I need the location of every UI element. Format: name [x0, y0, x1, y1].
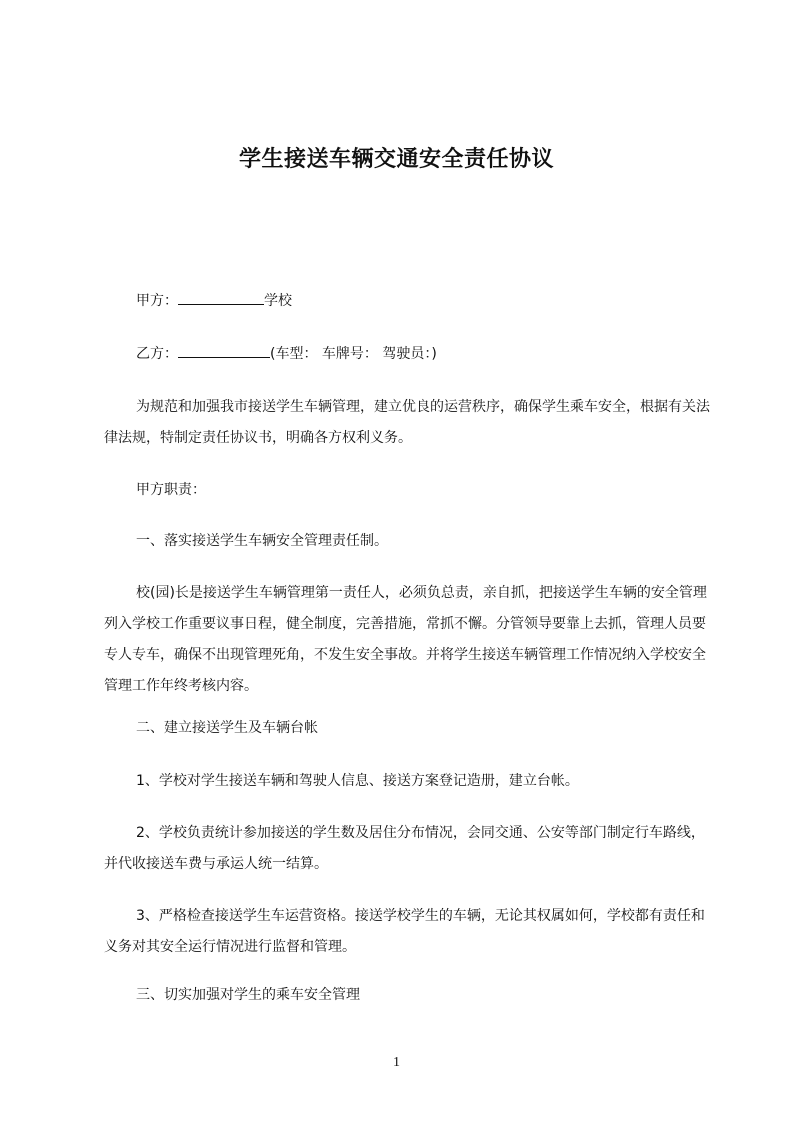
party-a-duties-heading: 甲方职责： [136, 482, 206, 498]
section-2-item-2: 2、学校负责统计参加接送的学生数及居住分布情况，会同交通、公安等部门制定行车路线，并代收接送车费与承运人统一结算。 [104, 825, 705, 872]
section-3-heading: 三、切实加强对学生的乘车安全管理 [136, 987, 360, 1003]
party-b-line [136, 343, 437, 364]
document-title: 学生接送车辆交通安全责任协议 [238, 147, 554, 172]
section-2-item-3: 3、严格检查接送学生车运营资格。接送学校学生的车辆，无论其权属如何，学校都有责任和义务对其安全运行情况进行监督和管理。 [104, 908, 705, 955]
party-a-blank [178, 290, 264, 305]
party-b-suffix: (车型： 车牌号： 驾驶员：) [270, 346, 437, 362]
party-b-label: 乙方： [136, 346, 178, 362]
section-2-heading: 二、建立接送学生及车辆台帐 [136, 720, 318, 736]
page-number: 1 [393, 1055, 400, 1070]
section-1-body: 校(园)长是接送学生车辆管理第一责任人，必须负总责，亲自抓，把接送学生车辆的安全管理列入学校工作重要议事日程，健全制度，完善措施，常抓不懈。分管领导要靠上去抓，管理人员要专人专车，确保不出现管理死角，不发生安全事故。并将学生接送车辆管理工作情况纳入学校安全管理工作年终考核内容。 [104, 585, 707, 694]
party-a-suffix: 学校 [264, 293, 292, 309]
party-a-line [136, 290, 292, 311]
party-b-blank [178, 343, 270, 358]
party-a-label: 甲方： [136, 293, 178, 309]
section-1-heading: 一、落实接送学生车辆安全管理责任制。 [136, 533, 388, 549]
section-2-item-1: 1、学校对学生接送车辆和驾驶人信息、接送方案登记造册，建立台帐。 [136, 773, 579, 789]
intro-paragraph: 为规范和加强我市接送学生车辆管理，建立优良的运营秩序，确保学生乘车安全，根据有关法律法规，特制定责任协议书，明确各方权利义务。 [104, 399, 710, 446]
